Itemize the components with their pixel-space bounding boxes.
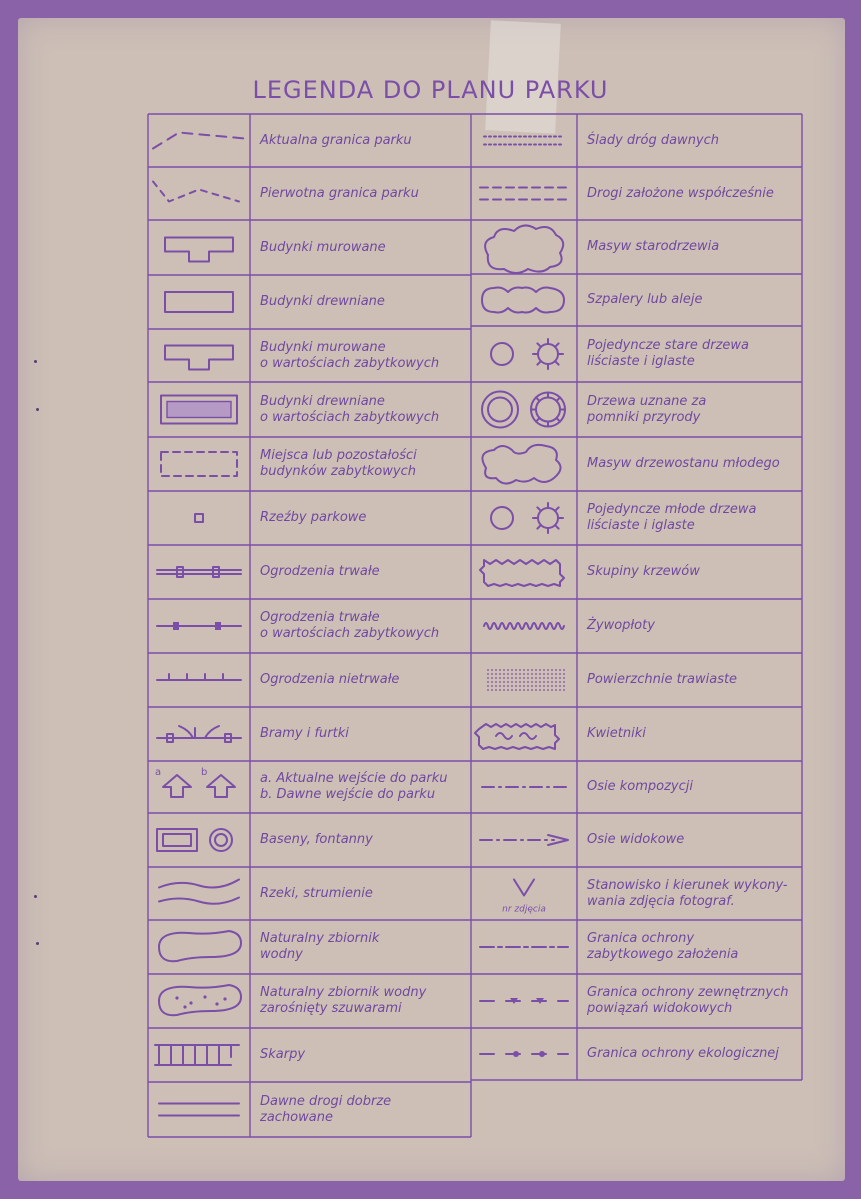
old-road-icon [159, 1104, 239, 1116]
brick-building-icon [165, 238, 233, 262]
view-axis-icon [480, 835, 568, 845]
wooden-building-icon [165, 292, 233, 312]
right-legend-label: Osie kompozycji [587, 779, 693, 794]
gate-icon [157, 726, 241, 742]
sculpture-icon [195, 514, 203, 522]
right-legend-label: Granica ochrony zabytkowego założenia [587, 931, 739, 962]
left-legend-label: Budynki murowane [260, 239, 386, 255]
grass-area-icon [487, 669, 565, 691]
shrub-group-icon [480, 560, 564, 586]
left-legend-label: Skarpy [260, 1047, 306, 1062]
right-legend-label: Ślady dróg dawnych [587, 132, 720, 148]
left-legend-label: Aktualna granica parku [260, 132, 412, 148]
pond-icon [159, 931, 241, 961]
left-legend-label: Naturalny zbiornik wodny zarośnięty szuwarami [260, 985, 427, 1016]
historic-brick-building-icon [165, 346, 233, 370]
building-remains-icon [161, 452, 237, 476]
reed-pond-icon [159, 985, 241, 1015]
right-legend-label: Drzewa uznane za pomniki przyrody [587, 393, 707, 425]
single-young-trees-icon [491, 503, 563, 533]
right-legend-label: Stanowisko i kierunek wykony- wania zdjęcia fotograf. [587, 877, 788, 909]
photo-number-label: nr zdjęcia [502, 904, 546, 915]
svg-text:b: b [201, 767, 208, 778]
left-legend-label: Budynki drewniane [260, 294, 385, 309]
right-legend-label: Granica ochrony zewnętrznych powiązań widokowych [587, 985, 789, 1016]
left-legend-label: Rzeki, strumienie [260, 885, 373, 901]
river-icon [159, 880, 239, 904]
single-old-trees-icon [491, 339, 563, 369]
left-legend-label: Ogrodzenia trwałe [260, 564, 380, 579]
tree-alley-icon [482, 288, 564, 313]
dashed-boundary-icon [153, 133, 245, 149]
original-boundary-icon [153, 182, 239, 202]
flowerbed-icon [475, 724, 559, 749]
left-legend-label: Budynki drewniane o wartościach zabytkowych [260, 393, 440, 425]
entrance-arrows-icon [155, 767, 235, 797]
historic-wooden-building-icon [161, 396, 237, 424]
left-legend-label: Dawne drogi dobrze zachowane [260, 1093, 392, 1125]
right-legend-label: Szpalery lub aleje [587, 292, 703, 307]
left-legend-label: a. Aktualne wejście do parku b. Dawne wejście do parku [260, 771, 448, 802]
left-legend-label: Pierwotna granica parku [260, 185, 419, 201]
photo-point-icon [502, 880, 546, 915]
left-legend-label: Ogrodzenia nietrwałe [260, 672, 400, 687]
historic-fence-icon [157, 622, 241, 630]
right-legend-label: Pojedyncze młode drzewa liściaste i iglaste [587, 502, 757, 533]
temporary-fence-icon [157, 674, 241, 680]
left-legend-label: Budynki murowane o wartościach zabytkowych [260, 339, 440, 371]
legend-title: LEGENDA DO PLANU PARKU [252, 76, 609, 104]
right-legend-label: Drogi założone współcześnie [587, 185, 774, 201]
left-legend-label: Ogrodzenia trwałe o wartościach zabytkowych [260, 610, 440, 641]
left-legend-label: Rzeźby parkowe [260, 510, 367, 525]
right-legend-label: Granica ochrony ekologicznej [587, 1046, 779, 1061]
permanent-fence-icon [157, 567, 241, 577]
ecological-boundary-icon [480, 1051, 568, 1057]
pool-fountain-icon [157, 829, 232, 851]
left-legend-label: Baseny, fontanny [260, 832, 373, 847]
right-legend-label: Masyw drzewostanu młodego [587, 456, 780, 471]
view-protection-boundary-icon [480, 998, 568, 1004]
right-legend-label: Pojedyncze stare drzewa liściaste i iglaste [587, 338, 750, 369]
right-legend-label: Masyw starodrzewia [587, 239, 720, 254]
young-tree-mass-icon [482, 445, 560, 484]
hedge-icon [484, 623, 564, 629]
svg-text:a: a [155, 767, 162, 778]
right-legend-label: Skupiny krzewów [587, 564, 700, 579]
right-legend-label: Powierzchnie trawiaste [587, 672, 738, 687]
left-legend-label: Bramy i furtki [260, 726, 349, 741]
old-road-traces-icon [484, 137, 564, 145]
escarpment-icon [155, 1045, 239, 1065]
modern-road-icon [480, 188, 568, 200]
left-legend-label: Naturalny zbiornik wodny [260, 931, 380, 962]
old-tree-mass-icon [485, 225, 563, 273]
right-legend-label: Kwietniki [587, 726, 646, 741]
right-legend-label: Żywopłoty [587, 618, 655, 633]
right-legend-label: Osie widokowe [587, 832, 685, 847]
left-legend-label: Miejsca lub pozostałości budynków zabytkowych [260, 448, 417, 479]
nature-monument-tree-icon [482, 392, 565, 428]
